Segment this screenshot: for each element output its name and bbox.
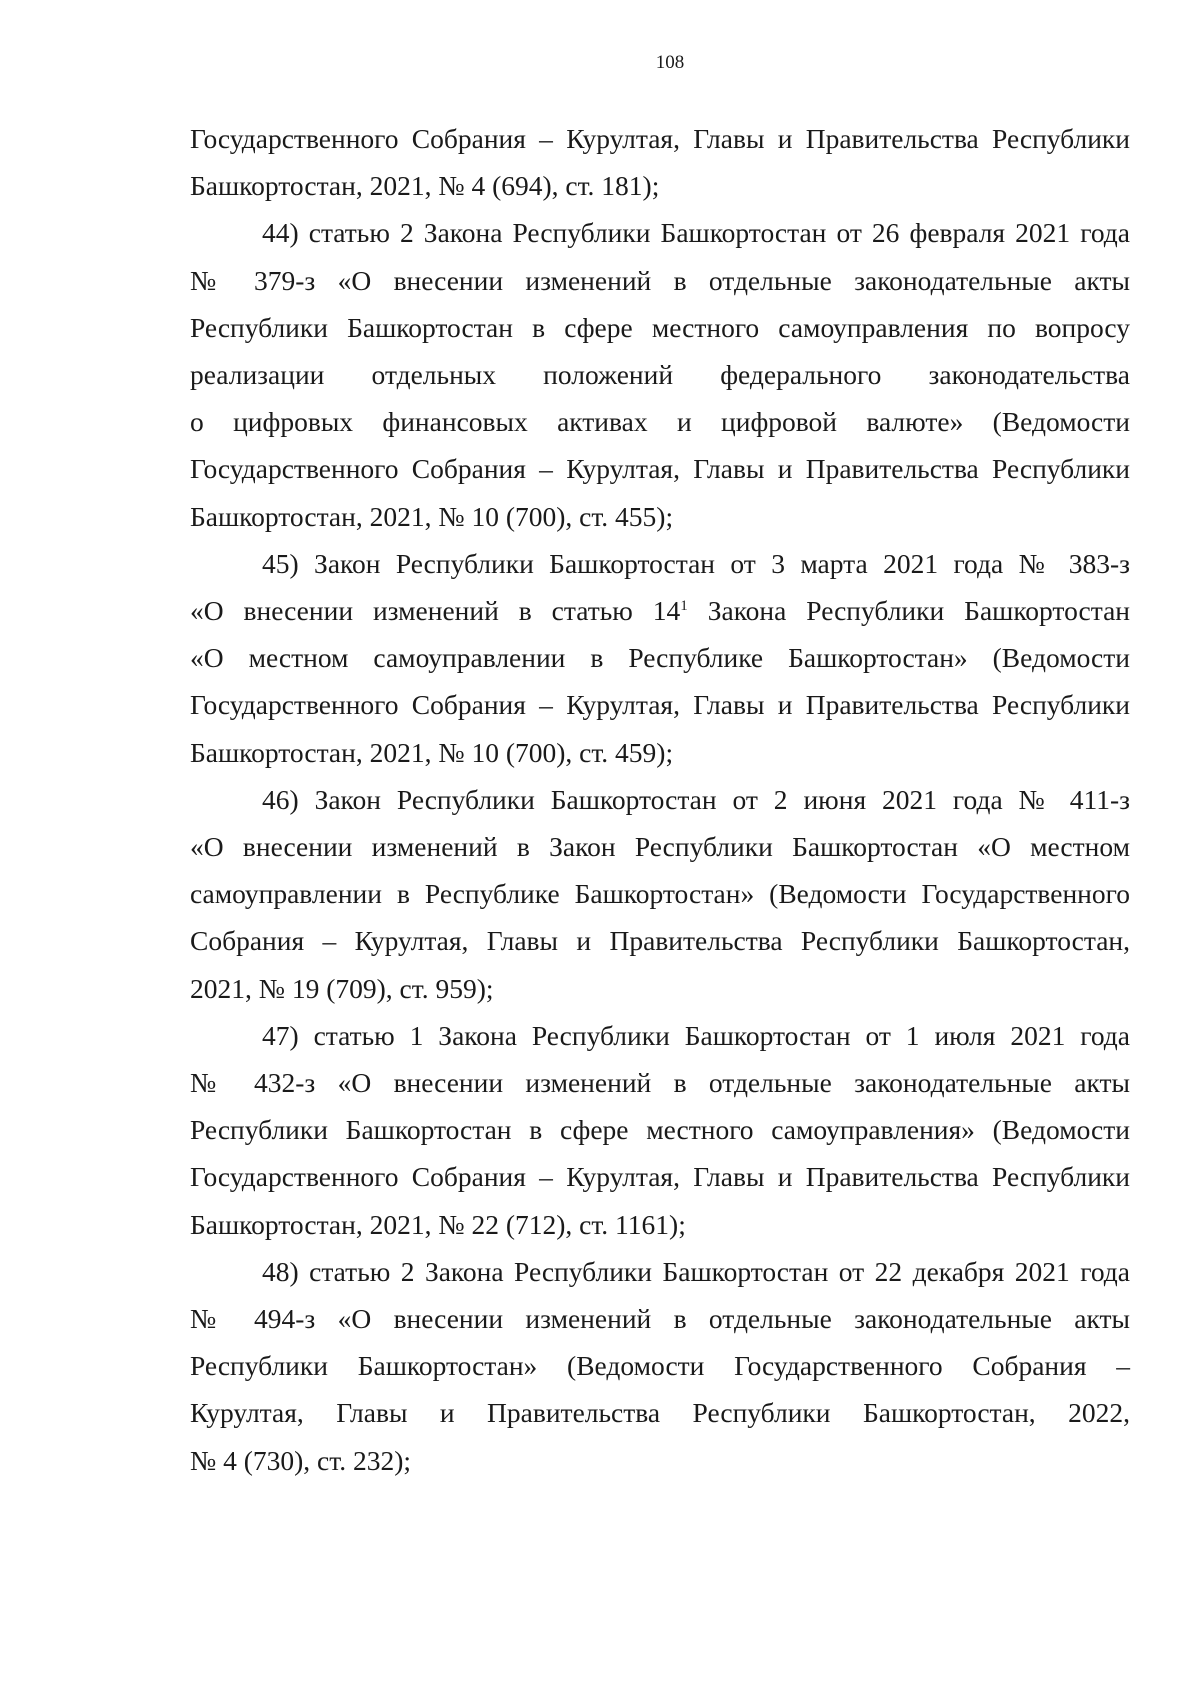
text-line: Башкортостан, 2021, № 10 (700), ст. 459);: [190, 736, 674, 768]
paragraph-item-44: [190, 209, 1130, 539]
text-line: 47) статью 1 Закона Республики Башкортостан от 1 июля 2021 года: [262, 1019, 1130, 1051]
superscript: 1: [680, 597, 688, 614]
text-line: 44) статью 2 Закона Республики Башкортостан от 26 февраля 2021 года: [262, 217, 1130, 249]
text-line-with-superscript: [190, 587, 1130, 634]
text-line: Государственного Собрания – Курултая, Главы и Правительства Республики: [190, 689, 1130, 721]
text-line: 46) Закон Республики Башкортостан от 2 июня 2021 года № 411-з: [262, 783, 1130, 815]
text-line: № 494-з «О внесении изменений в отдельные законодательные акты: [190, 1303, 1130, 1335]
document-body: [190, 115, 1130, 1484]
text-line: «О внесении изменений в Закон Республики Башкортостан «О местном: [190, 831, 1130, 863]
text-fragment: «О внесении изменений в статью 14: [190, 595, 681, 627]
text-line: Башкортостан, 2021, № 10 (700), ст. 455);: [190, 500, 674, 532]
text-line: Собрания – Курултая, Главы и Правительства Республики Башкортостан,: [190, 925, 1130, 957]
text-line: Республики Башкортостан» (Ведомости Государственного Собрания –: [190, 1350, 1130, 1382]
text-line: 2021, № 19 (709), ст. 959);: [190, 972, 494, 1004]
text-line: реализации отдельных положений федерального законодательства: [190, 359, 1130, 391]
text-line: Башкортостан, 2021, № 22 (712), ст. 1161);: [190, 1208, 686, 1240]
text-fragment: Закона Республики Башкортостан: [687, 595, 1130, 627]
text-line: Государственного Собрания – Курултая, Главы и Правительства Республики: [190, 453, 1130, 485]
text-line: о цифровых финансовых активах и цифровой валюте» (Ведомости: [190, 406, 1130, 438]
paragraph-item-46: [190, 776, 1130, 1012]
text-line: № 432-з «О внесении изменений в отдельные законодательные акты: [190, 1067, 1130, 1099]
text-line: 48) статью 2 Закона Республики Башкортостан от 22 декабря 2021 года: [262, 1255, 1130, 1287]
text-line: Государственного Собрания – Курултая, Главы и Правительства Республики: [190, 123, 1130, 154]
text-line: Башкортостан, 2021, № 4 (694), ст. 181);: [190, 170, 660, 202]
text-line: «О местном самоуправлении в Республике Башкортостан» (Ведомости: [190, 642, 1130, 674]
paragraph-item-48: [190, 1248, 1130, 1484]
text-line: Государственного Собрания – Курултая, Главы и Правительства Республики: [190, 1161, 1130, 1193]
text-line: 45) Закон Республики Башкортостан от 3 марта 2021 года № 383-з: [262, 547, 1130, 579]
paragraph-item-45: [190, 540, 1130, 776]
paragraph-item-47: [190, 1012, 1130, 1248]
text-line: № 4 (730), ст. 232);: [190, 1444, 412, 1476]
paragraph-continuation: [190, 115, 1130, 209]
text-line: Республики Башкортостан в сфере местного самоуправления по вопросу: [190, 311, 1130, 343]
text-line: самоуправлении в Республике Башкортостан» (Ведомости Государственного: [190, 878, 1130, 910]
text-line: № 379-з «О внесении изменений в отдельные законодательные акты: [190, 264, 1130, 296]
text-line: Республики Башкортостан в сфере местного самоуправления» (Ведомости: [190, 1114, 1130, 1146]
text-line: Курултая, Главы и Правительства Республики Башкортостан, 2022,: [190, 1397, 1130, 1429]
page-number: 108: [655, 52, 685, 73]
